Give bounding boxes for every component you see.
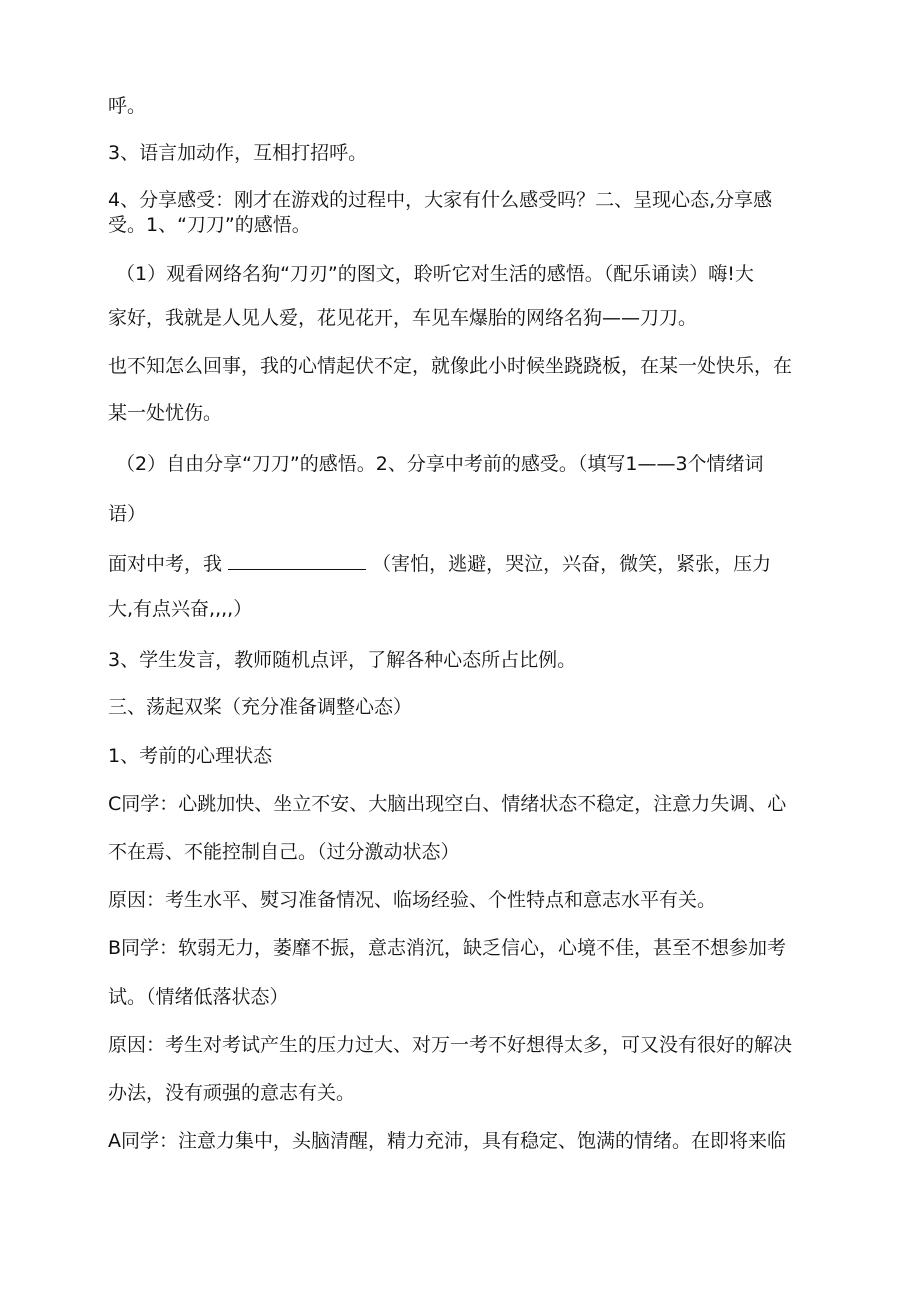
fill-in-line: [108, 551, 771, 576]
text-line: 试。（情绪低落状态）: [108, 986, 289, 1008]
text-line: 某一处忧伤。: [108, 402, 223, 424]
text-line: 家好，我就是人见人爱，花见花开，车见车爆胎的网络名狗——刀刀。: [108, 307, 698, 329]
text-line: 4、分享感受：刚才在游戏的过程中，大家有什么感受吗？二、呈现心态,分享感: [108, 189, 773, 211]
text-line: B同学：软弱无力，萎靡不振，意志消沉，缺乏信心，心境不佳，甚至不想参加考: [108, 937, 787, 959]
text-line: 也不知怎么回事，我的心情起伏不定，就像此小时候坐跷跷板，在某一处快乐，在: [108, 355, 793, 377]
text-line: （害怕，逃避，哭泣，兴奋，微笑，紧张，压力: [372, 553, 772, 575]
section-heading: 三、荡起双桨（充分准备调整心态）: [108, 696, 413, 718]
text-line: 原因：考生对考试产生的压力过大、对万一考不好想得太多，可又没有很好的解决: [108, 1034, 793, 1056]
text-line: 原因：考生水平、熨习准备情况、临场经验、个性特点和意志水平有关。: [108, 889, 717, 911]
text-line: 办法，没有顽强的意志有关。: [108, 1082, 356, 1104]
text-line: C同学：心跳加快、坐立不安、大脑出现空白、情绪状态不稳定，注意力失调、心: [108, 793, 787, 815]
text-line: （2）自由分享“刀刀”的感悟。2、分享中考前的感受。（填写1——3个情绪词: [116, 453, 764, 475]
subsection-heading: 1、考前的心理状态: [108, 745, 273, 767]
text-line: 不在焉、不能控制自己。（过分激动状态）: [108, 841, 460, 863]
text-line: 呼。: [108, 95, 147, 117]
text-line: 受。1、“刀刀”的感悟。: [108, 214, 311, 236]
text-line: 大,有点兴奋,,,,）: [108, 598, 253, 620]
text-line: 面对中考，我: [108, 553, 223, 575]
text-line: 3、语言加动作，互相打招呼。: [108, 142, 368, 164]
text-line: （1）观看网络名狗“刀刃”的图文，聆听它对生活的感悟。（配乐诵读）嗨!大: [116, 263, 754, 285]
text-line: 语）: [108, 503, 147, 525]
text-line: 3、学生发言，教师随机点评，了解各种心态所占比例。: [108, 649, 577, 671]
text-line: A同学：注意力集中，头脑清醒，精力充沛，具有稳定、饱满的情绪。在即将来临: [108, 1130, 786, 1152]
fill-in-blank: [228, 551, 366, 570]
